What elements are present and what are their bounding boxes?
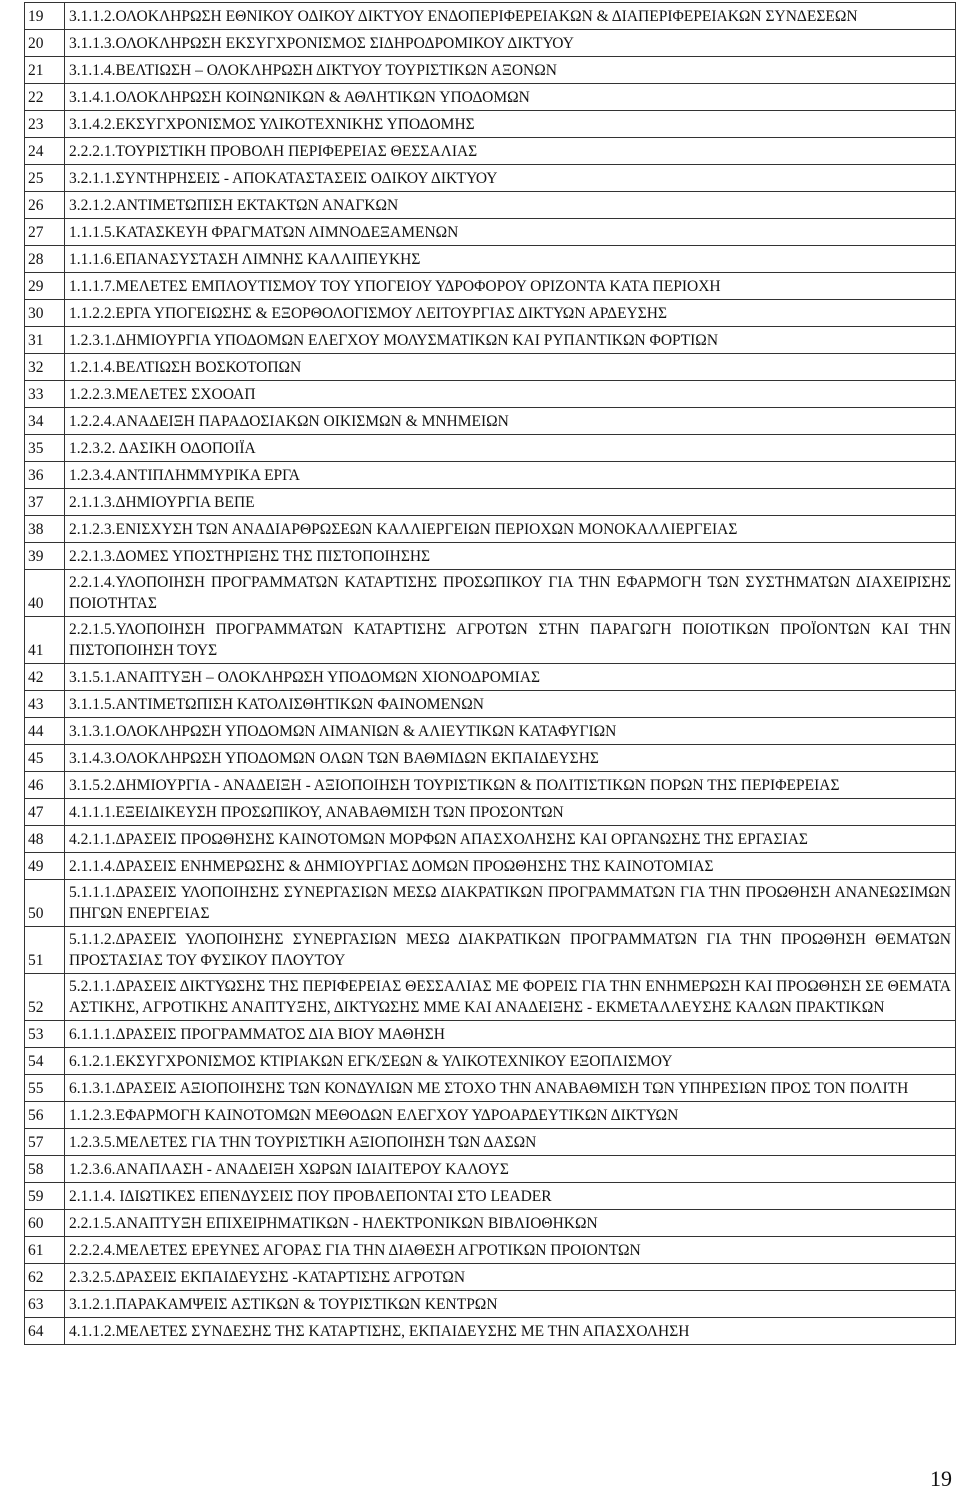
measure-title: 3.1.2.1.ΠΑΡΑΚΑΜΨΕΙΣ ΑΣΤΙΚΩΝ & ΤΟΥΡΙΣΤΙΚΩΝ ΚΕΝΤΡΩΝ <box>65 1291 956 1318</box>
measure-title: 2.2.1.5.ΑΝΑΠΤΥΞΗ ΕΠΙΧΕΙΡΗΜΑΤΙΚΩΝ - ΗΛΕΚΤΡΟΝΙΚΩΝ ΒΙΒΛΙΟΘΗΚΩΝ <box>65 1210 956 1237</box>
row-number: 24 <box>25 138 65 165</box>
row-number: 50 <box>25 880 65 927</box>
table-row <box>25 192 956 219</box>
row-number: 58 <box>25 1156 65 1183</box>
measure-title: 2.2.1.4.ΥΛΟΠΟΙΗΣΗ ΠΡΟΓΡΑΜΜΑΤΩΝ ΚΑΤΑΡΤΙΣΗΣ ΠΡΟΣΩΠΙΚΟΥ ΓΙΑ ΤΗΝ ΕΦΑΡΜΟΓΗ ΤΩΝ ΣΥΣΤΗΜΑΤΩΝ ΔΙΑΧΕΙΡΙΣΗΣ ΠΟΙΟΤΗΤΑΣ <box>65 570 956 617</box>
measure-title: 4.1.1.2.ΜΕΛΕΤΕΣ ΣΥΝΔΕΣΗΣ ΤΗΣ ΚΑΤΑΡΤΙΣΗΣ, ΕΚΠΑΙΔΕΥΣΗΣ ΜΕ ΤΗΝ ΑΠΑΣΧΟΛΗΣΗ <box>65 1318 956 1345</box>
table-row <box>25 543 956 570</box>
measure-title: 4.1.1.1.ΕΞΕΙΔΙΚΕΥΣΗ ΠΡΟΣΩΠΙΚΟΥ, ΑΝΑΒΑΘΜΙΣΗ ΤΩΝ ΠΡΟΣΟΝΤΩΝ <box>65 799 956 826</box>
table-row <box>25 853 956 880</box>
row-number: 64 <box>25 1318 65 1345</box>
row-number: 45 <box>25 745 65 772</box>
row-number: 40 <box>25 570 65 617</box>
row-number: 48 <box>25 826 65 853</box>
row-number: 25 <box>25 165 65 192</box>
measure-title: 6.1.2.1.ΕΚΣΥΓΧΡΟΝΙΣΜΟΣ ΚΤΙΡΙΑΚΩΝ ΕΓΚ/ΣΕΩΝ & ΥΛΙΚΟΤΕΧΝΙΚΟΥ ΕΞΟΠΛΙΣΜΟΥ <box>65 1048 956 1075</box>
measure-title: 1.1.1.6.ΕΠΑΝΑΣΥΣΤΑΣΗ ΛΙΜΝΗΣ ΚΑΛΛΙΠΕΥΚΗΣ <box>65 246 956 273</box>
measure-title: 1.1.2.2.ΕΡΓΑ ΥΠΟΓΕΙΩΣΗΣ & ΕΞΟΡΘΟΛΟΓΙΣΜΟΥ ΛΕΙΤΟΥΡΓΙΑΣ ΔΙΚΤΥΩΝ ΑΡΔΕΥΣΗΣ <box>65 300 956 327</box>
table-row <box>25 745 956 772</box>
measure-title: 2.1.1.3.ΔΗΜΙΟΥΡΓΙΑ ΒΕΠΕ <box>65 489 956 516</box>
table-row <box>25 927 956 974</box>
table-row <box>25 111 956 138</box>
table-row <box>25 1129 956 1156</box>
table-row <box>25 1102 956 1129</box>
table-row <box>25 408 956 435</box>
measure-title: 6.1.3.1.ΔΡΑΣΕΙΣ ΑΞΙΟΠΟΙΗΣΗΣ ΤΩΝ ΚΟΝΔΥΛΙΩΝ ΜΕ ΣΤΟΧΟ ΤΗΝ ΑΝΑΒΑΘΜΙΣΗ ΤΩΝ ΥΠΗΡΕΣΙΩΝ ΠΡΟΣ ΤΟΝ ΠΟΛΙΤΗ <box>65 1075 956 1102</box>
measure-title: 1.2.3.4.ΑΝΤΙΠΛΗΜΜΥΡΙΚΑ ΕΡΓΑ <box>65 462 956 489</box>
row-number: 36 <box>25 462 65 489</box>
row-number: 61 <box>25 1237 65 1264</box>
measure-title: 3.1.5.1.ΑΝΑΠΤΥΞΗ – ΟΛΟΚΛΗΡΩΣΗ ΥΠΟΔΟΜΩΝ ΧΙΟΝΟΔΡΟΜΙΑΣ <box>65 664 956 691</box>
measure-title: 3.1.1.2.ΟΛΟΚΛΗΡΩΣΗ ΕΘΝΙΚΟΥ ΟΔΙΚΟΥ ΔΙΚΤΥΟΥ ΕΝΔΟΠΕΡΙΦΕΡΕΙΑΚΩΝ & ΔΙΑΠΕΡΙΦΕΡΕΙΑΚΩΝ ΣΥΝΔΕΣΕΩΝ <box>65 3 956 30</box>
table-row <box>25 880 956 927</box>
measure-title: 1.2.3.2. ΔΑΣΙΚΗ ΟΔΟΠΟΙΪΑ <box>65 435 956 462</box>
row-number: 22 <box>25 84 65 111</box>
measure-title: 5.2.1.1.ΔΡΑΣΕΙΣ ΔΙΚΤΥΩΣΗΣ ΤΗΣ ΠΕΡΙΦΕΡΕΙΑΣ ΘΕΣΣΑΛΙΑΣ ΜΕ ΦΟΡΕΙΣ ΓΙΑ ΤΗΝ ΕΝΗΜΕΡΩΣΗ ΚΑΙ ΠΡΟΩΘΗΣΗ ΣΕ ΘΕΜΑΤΑ ΑΣΤΙΚΗΣ, ΑΓΡΟΤΙΚΗΣ ΑΝΑΠΤΥΞΗΣ, ΔΙΚΤΥΩΣΗΣ ΜΜΕ ΚΑΙ ΑΝΑΔΕΙΞΗΣ - ΕΚΜΕΤΑΛΛΕΥΣΗΣ ΚΑΛΩΝ ΠΡΑΚΤΙΚΩΝ <box>65 974 956 1021</box>
measure-title: 1.2.1.4.ΒΕΛΤΙΩΣΗ ΒΟΣΚΟΤΟΠΩΝ <box>65 354 956 381</box>
table-row <box>25 1075 956 1102</box>
table-row <box>25 664 956 691</box>
row-number: 28 <box>25 246 65 273</box>
table-row <box>25 1210 956 1237</box>
measure-title: 1.1.2.3.ΕΦΑΡΜΟΓΗ ΚΑΙΝΟΤΟΜΩΝ ΜΕΘΟΔΩΝ ΕΛΕΓΧΟΥ ΥΔΡΟΑΡΔΕΥΤΙΚΩΝ ΔΙΚΤΥΩΝ <box>65 1102 956 1129</box>
row-number: 37 <box>25 489 65 516</box>
table-row <box>25 462 956 489</box>
measure-title: 3.1.4.1.ΟΛΟΚΛΗΡΩΣΗ ΚΟΙΝΩΝΙΚΩΝ & ΑΘΛΗΤΙΚΩΝ ΥΠΟΔΟΜΩΝ <box>65 84 956 111</box>
row-number: 31 <box>25 327 65 354</box>
row-number: 55 <box>25 1075 65 1102</box>
table-row <box>25 1237 956 1264</box>
table-row <box>25 84 956 111</box>
row-number: 38 <box>25 516 65 543</box>
measure-title: 1.2.3.5.ΜΕΛΕΤΕΣ ΓΙΑ ΤΗΝ ΤΟΥΡΙΣΤΙΚΗ ΑΞΙΟΠΟΙΗΣΗ ΤΩΝ ΔΑΣΩΝ <box>65 1129 956 1156</box>
row-number: 43 <box>25 691 65 718</box>
measure-title: 3.1.4.3.ΟΛΟΚΛΗΡΩΣΗ ΥΠΟΔΟΜΩΝ ΟΛΩΝ ΤΩΝ ΒΑΘΜΙΔΩΝ ΕΚΠΑΙΔΕΥΣΗΣ <box>65 745 956 772</box>
row-number: 29 <box>25 273 65 300</box>
measure-title: 2.2.2.4.ΜΕΛΕΤΕΣ ΕΡΕΥΝΕΣ ΑΓΟΡΑΣ ΓΙΑ ΤΗΝ ΔΙΑΘΕΣΗ ΑΓΡΟΤΙΚΩΝ ΠΡΟΙΟΝΤΩΝ <box>65 1237 956 1264</box>
table-row <box>25 138 956 165</box>
table-row <box>25 219 956 246</box>
measure-title: 1.1.1.5.ΚΑΤΑΣΚΕΥΗ ΦΡΑΓΜΑΤΩΝ ΛΙΜΝΟΔΕΞΑΜΕΝΩΝ <box>65 219 956 246</box>
row-number: 21 <box>25 57 65 84</box>
measure-title: 5.1.1.2.ΔΡΑΣΕΙΣ ΥΛΟΠΟΙΗΣΗΣ ΣΥΝΕΡΓΑΣΙΩΝ ΜΕΣΩ ΔΙΑΚΡΑΤΙΚΩΝ ΠΡΟΓΡΑΜΜΑΤΩΝ ΓΙΑ ΤΗΝ ΠΡΟΩΘΗΣΗ ΘΕΜΑΤΩΝ ΠΡΟΣΤΑΣΙΑΣ ΤΟΥ ΦΥΣΙΚΟΥ ΠΛΟΥΤΟΥ <box>65 927 956 974</box>
row-number: 56 <box>25 1102 65 1129</box>
measure-title: 6.1.1.1.ΔΡΑΣΕΙΣ ΠΡΟΓΡΑΜΜΑΤΟΣ ΔΙΑ ΒΙΟΥ ΜΑΘΗΣΗ <box>65 1021 956 1048</box>
measure-title: 3.1.1.4.ΒΕΛΤΙΩΣΗ – ΟΛΟΚΛΗΡΩΣΗ ΔΙΚΤΥΟΥ ΤΟΥΡΙΣΤΙΚΩΝ ΑΞΟΝΩΝ <box>65 57 956 84</box>
table-row <box>25 30 956 57</box>
table-row <box>25 516 956 543</box>
measure-title: 3.1.1.3.ΟΛΟΚΛΗΡΩΣΗ ΕΚΣΥΓΧΡΟΝΙΣΜΟΣ ΣΙΔΗΡΟΔΡΟΜΙΚΟΥ ΔΙΚΤΥΟΥ <box>65 30 956 57</box>
measure-title: 1.1.1.7.ΜΕΛΕΤΕΣ ΕΜΠΛΟΥΤΙΣΜΟΥ ΤΟΥ ΥΠΟΓΕΙΟΥ ΥΔΡΟΦΟΡΟΥ ΟΡΙΖΟΝΤΑ ΚΑΤΑ ΠΕΡΙΟΧΗ <box>65 273 956 300</box>
table-row <box>25 3 956 30</box>
measure-title: 3.2.1.1.ΣΥΝΤΗΡΗΣΕΙΣ - ΑΠΟΚΑΤΑΣΤΑΣΕΙΣ ΟΔΙΚΟΥ ΔΙΚΤΥΟΥ <box>65 165 956 192</box>
measure-title: 1.2.3.1.ΔΗΜΙΟΥΡΓΙΑ ΥΠΟΔΟΜΩΝ ΕΛΕΓΧΟΥ ΜΟΛΥΣΜΑΤΙΚΩΝ ΚΑΙ ΡΥΠΑΝΤΙΚΩΝ ΦΟΡΤΙΩΝ <box>65 327 956 354</box>
row-number: 46 <box>25 772 65 799</box>
measure-title: 2.3.2.5.ΔΡΑΣΕΙΣ ΕΚΠΑΙΔΕΥΣΗΣ -ΚΑΤΑΡΤΙΣΗΣ ΑΓΡΟΤΩΝ <box>65 1264 956 1291</box>
measure-title: 2.1.1.4.ΔΡΑΣΕΙΣ ΕΝΗΜΕΡΩΣΗΣ & ΔΗΜΙΟΥΡΓΙΑΣ ΔΟΜΩΝ ΠΡΟΩΘΗΣΗΣ ΤΗΣ ΚΑΙΝΟΤΟΜΙΑΣ <box>65 853 956 880</box>
measure-title: 3.1.3.1.ΟΛΟΚΛΗΡΩΣΗ ΥΠΟΔΟΜΩΝ ΛΙΜΑΝΙΩΝ & ΑΛΙΕΥΤΙΚΩΝ ΚΑΤΑΦΥΓΙΩΝ <box>65 718 956 745</box>
row-number: 19 <box>25 3 65 30</box>
row-number: 20 <box>25 30 65 57</box>
measures-table-body <box>25 3 956 1345</box>
row-number: 35 <box>25 435 65 462</box>
measure-title: 3.1.1.5.ΑΝΤΙΜΕΤΩΠΙΣΗ ΚΑΤΟΛΙΣΘΗΤΙΚΩΝ ΦΑΙΝΟΜΕΝΩΝ <box>65 691 956 718</box>
page-number: 19 <box>930 1466 952 1491</box>
measure-title: 1.2.2.4.ΑΝΑΔΕΙΞΗ ΠΑΡΑΔΟΣΙΑΚΩΝ ΟΙΚΙΣΜΩΝ & ΜΝΗΜΕΙΩΝ <box>65 408 956 435</box>
measure-title: 3.1.4.2.ΕΚΣΥΓΧΡΟΝΙΣΜΟΣ ΥΛΙΚΟΤΕΧΝΙΚΗΣ ΥΠΟΔΟΜΗΣ <box>65 111 956 138</box>
row-number: 33 <box>25 381 65 408</box>
measure-title: 5.1.1.1.ΔΡΑΣΕΙΣ ΥΛΟΠΟΙΗΣΗΣ ΣΥΝΕΡΓΑΣΙΩΝ ΜΕΣΩ ΔΙΑΚΡΑΤΙΚΩΝ ΠΡΟΓΡΑΜΜΑΤΩΝ ΓΙΑ ΤΗΝ ΠΡΟΩΘΗΣΗ ΑΝΑΝΕΩΣΙΜΩΝ ΠΗΓΩΝ ΕΝΕΡΓΕΙΑΣ <box>65 880 956 927</box>
row-number: 44 <box>25 718 65 745</box>
measure-title: 3.1.5.2.ΔΗΜΙΟΥΡΓΙΑ - ΑΝΑΔΕΙΞΗ - ΑΞΙΟΠΟΙΗΣΗ ΤΟΥΡΙΣΤΙΚΩΝ & ΠΟΛΙΤΙΣΤΙΚΩΝ ΠΟΡΩΝ ΤΗΣ ΠΕΡΙΦΕΡΕΙΑΣ <box>65 772 956 799</box>
table-row <box>25 1264 956 1291</box>
measure-title: 2.2.1.3.ΔΟΜΕΣ ΥΠΟΣΤΗΡΙΞΗΣ ΤΗΣ ΠΙΣΤΟΠΟΙΗΣΗΣ <box>65 543 956 570</box>
row-number: 63 <box>25 1291 65 1318</box>
row-number: 49 <box>25 853 65 880</box>
table-row <box>25 300 956 327</box>
row-number: 30 <box>25 300 65 327</box>
row-number: 39 <box>25 543 65 570</box>
table-row <box>25 1291 956 1318</box>
row-number: 51 <box>25 927 65 974</box>
measures-table <box>24 2 956 1345</box>
table-row <box>25 165 956 192</box>
table-row <box>25 799 956 826</box>
measure-title: 2.2.2.1.ΤΟΥΡΙΣΤΙΚΗ ΠΡΟΒΟΛΗ ΠΕΡΙΦΕΡΕΙΑΣ ΘΕΣΣΑΛΙΑΣ <box>65 138 956 165</box>
row-number: 42 <box>25 664 65 691</box>
row-number: 54 <box>25 1048 65 1075</box>
table-row <box>25 354 956 381</box>
table-row <box>25 273 956 300</box>
table-row <box>25 489 956 516</box>
row-number: 62 <box>25 1264 65 1291</box>
measure-title: 3.2.1.2.ΑΝΤΙΜΕΤΩΠΙΣΗ ΕΚΤΑΚΤΩΝ ΑΝΑΓΚΩΝ <box>65 192 956 219</box>
row-number: 47 <box>25 799 65 826</box>
table-row <box>25 826 956 853</box>
table-row <box>25 1021 956 1048</box>
row-number: 53 <box>25 1021 65 1048</box>
table-row <box>25 617 956 664</box>
table-row <box>25 57 956 84</box>
table-row <box>25 435 956 462</box>
row-number: 60 <box>25 1210 65 1237</box>
measure-title: 4.2.1.1.ΔΡΑΣΕΙΣ ΠΡΟΩΘΗΣΗΣ ΚΑΙΝΟΤΟΜΩΝ ΜΟΡΦΩΝ ΑΠΑΣΧΟΛΗΣΗΣ ΚΑΙ ΟΡΓΑΝΩΣΗΣ ΤΗΣ ΕΡΓΑΣΙΑΣ <box>65 826 956 853</box>
row-number: 34 <box>25 408 65 435</box>
measure-title: 1.2.2.3.ΜΕΛΕΤΕΣ ΣΧΟΟΑΠ <box>65 381 956 408</box>
table-row <box>25 327 956 354</box>
table-row <box>25 1156 956 1183</box>
table-row <box>25 570 956 617</box>
row-number: 32 <box>25 354 65 381</box>
table-row <box>25 1183 956 1210</box>
measure-title: 2.2.1.5.ΥΛΟΠΟΙΗΣΗ ΠΡΟΓΡΑΜΜΑΤΩΝ ΚΑΤΑΡΤΙΣΗΣ ΑΓΡΟΤΩΝ ΣΤΗΝ ΠΑΡΑΓΩΓΗ ΠΟΙΟΤΙΚΩΝ ΠΡΟΪΟΝΤΩΝ ΚΑΙ ΤΗΝ ΠΙΣΤΟΠΟΙΗΣΗ ΤΟΥΣ <box>65 617 956 664</box>
row-number: 41 <box>25 617 65 664</box>
row-number: 27 <box>25 219 65 246</box>
table-row <box>25 246 956 273</box>
row-number: 59 <box>25 1183 65 1210</box>
table-row <box>25 718 956 745</box>
measure-title: 2.1.1.4. ΙΔΙΩΤΙΚΕΣ ΕΠΕΝΔΥΣΕΙΣ ΠΟΥ ΠΡΟΒΛΕΠΟΝΤΑΙ ΣΤΟ LEADER <box>65 1183 956 1210</box>
table-row <box>25 1048 956 1075</box>
table-row <box>25 974 956 1021</box>
row-number: 26 <box>25 192 65 219</box>
table-row <box>25 772 956 799</box>
measure-title: 1.2.3.6.ΑΝΑΠΛΑΣΗ - ΑΝΑΔΕΙΞΗ ΧΩΡΩΝ ΙΔΙΑΙΤΕΡΟΥ ΚΑΛΟΥΣ <box>65 1156 956 1183</box>
row-number: 52 <box>25 974 65 1021</box>
table-row <box>25 1318 956 1345</box>
measure-title: 2.1.2.3.ΕΝΙΣΧΥΣΗ ΤΩΝ ΑΝΑΔΙΑΡΘΡΩΣΕΩΝ ΚΑΛΛΙΕΡΓΕΙΩΝ ΠΕΡΙΟΧΩΝ ΜΟΝΟΚΑΛΛΙΕΡΓΕΙΑΣ <box>65 516 956 543</box>
row-number: 57 <box>25 1129 65 1156</box>
table-row <box>25 691 956 718</box>
row-number: 23 <box>25 111 65 138</box>
table-row <box>25 381 956 408</box>
